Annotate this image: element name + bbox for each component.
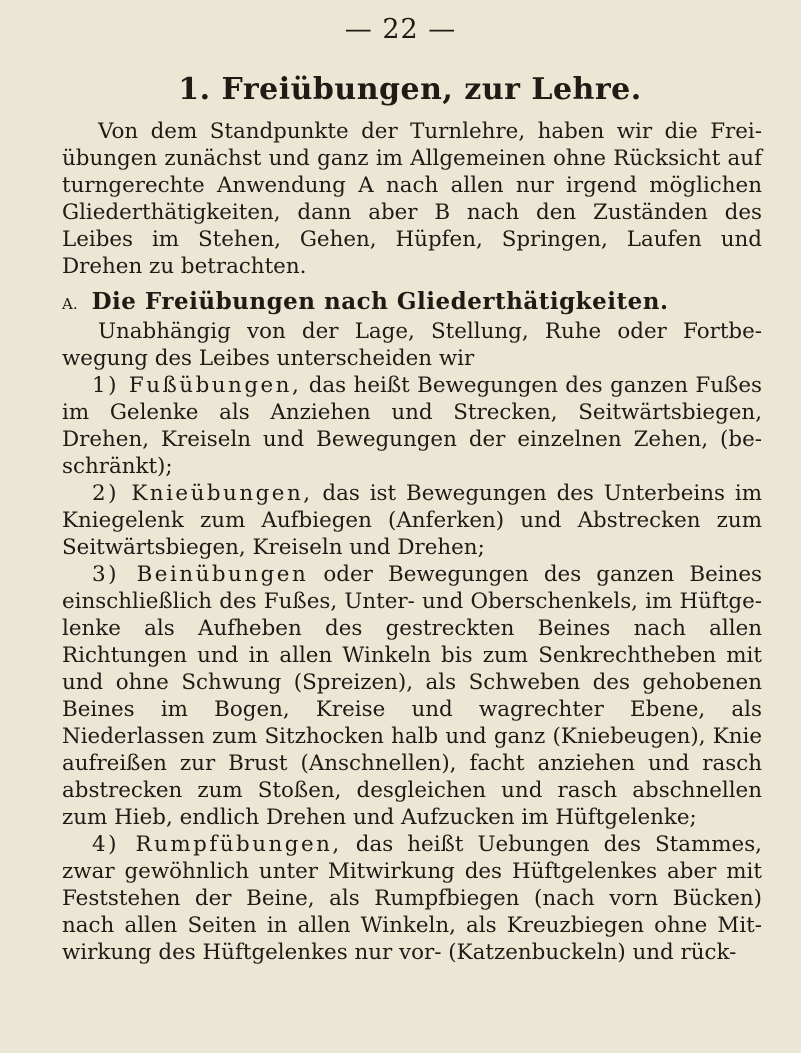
list-item-knee-exercises <box>62 480 762 561</box>
intro-paragraph: Von dem Standpunkte der Turnlehre, haben wir die Frei- übungen zunächst und ganz im Allgemeinen ohne Rücksicht auf turngerechte Anwendung A nach allen nur irgend möglichen Gliederthätigkeiten, dann aber B nach den Zuständen des Leibes im Stehen, Gehen, Hüpfen, Springen, Laufen und Drehen zu betrachten. <box>62 119 762 279</box>
item-label: 4) Rumpfübungen, <box>92 832 342 857</box>
item-label: 3) Beinübungen <box>92 562 309 587</box>
subsection-title: Die Freiübungen nach Gliederthätigkeiten. <box>91 288 669 315</box>
section-number: 1. <box>178 72 211 107</box>
page-number: — 22 — <box>344 14 457 45</box>
subsection-heading <box>62 288 762 318</box>
body-text <box>62 118 762 966</box>
subsection-letter: A. <box>62 295 78 313</box>
item-text: das heißt Uebungen des Stammes, zwar gewöhnlich unter Mitwirkung des Hüftgelenkes aber mit Feststehen der Beine, als Rumpfbiegen (nach vorn Bücken) nach allen Seiten in allen Winkeln, als Kreuzbiegen ohne Mit- wirkung des Hüftgelenkes nur vor- (Katzenbuckeln) und rück- <box>62 832 762 965</box>
item-text: das heißt Bewegungen des ganzen Fußes im Gelenke als Anziehen und Strecken, Seitwärtsbiegen, Drehen, Kreiseln und Bewegungen der einzelnen Zehen, (be- schränkt); <box>62 373 762 479</box>
item-text: oder Bewegungen des ganzen Beines einschließlich des Fußes, Unter- und Oberschenkels, im Hüftge- lenke als Aufheben des gestreckten Beines nach allen Richtungen und in allen Winkeln bis zum Senkrechtheben mit und ohne Schwung (Spreizen), als Schweben des gehobenen Beines im Bogen, Kreise und wagrechter Ebene, als Niederlassen zum Sitzhocken halb und ganz (Kniebeugen), Knie aufreißen zur Brust (Anschnellen), facht anziehen und rasch abstrecken zum Stoßen, desgleichen und rasch abschnellen zum Hieb, endlich Drehen und Aufzucken im Hüftgelenke; <box>62 562 762 830</box>
list-item-trunk-exercises <box>62 831 762 966</box>
item-label: 1) Fußübungen, <box>92 373 302 398</box>
subsection-intro: Unabhängig von der Lage, Stellung, Ruhe oder Fortbe- wegung des Leibes unterscheiden wir <box>62 319 762 371</box>
item-label: 2) Knieübungen, <box>92 481 313 506</box>
item-text: das ist Bewegungen des Unterbeins im Kniegelenk zum Aufbiegen (Anferken) und Abstrecken zum Seitwärtsbiegen, Kreiseln und Drehen; <box>62 481 762 560</box>
list-item-leg-exercises <box>62 561 762 831</box>
section-title <box>60 72 760 107</box>
list-item-foot-exercises <box>62 372 762 480</box>
section-title-text: Freiübungen, zur Lehre. <box>221 72 642 107</box>
